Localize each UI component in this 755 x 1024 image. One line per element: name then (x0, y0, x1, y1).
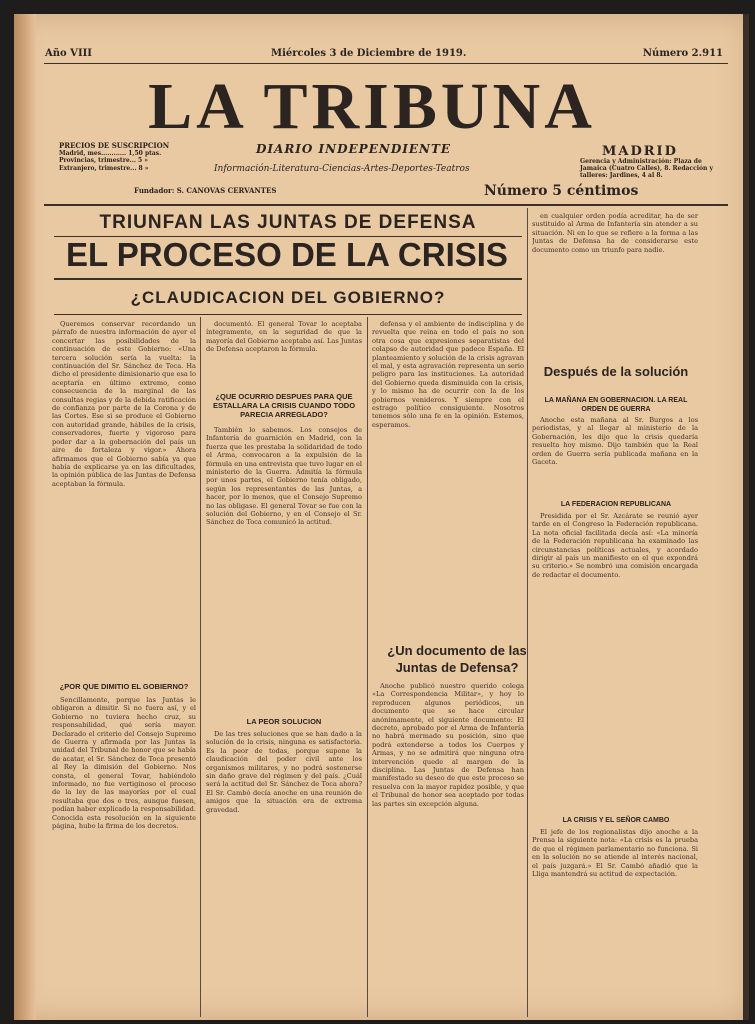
admin-address: Gerencia y Administración: Plaza de Jamaica (Cuatro Calles), 8. Redacción y talleres: Jardines, 4 al 8. (580, 158, 713, 179)
subhead-documento: ¿Un documento de las Juntas de Defensa? (387, 643, 527, 675)
subscription-prices (59, 142, 209, 172)
article-column-3 (372, 320, 524, 636)
article-text: También lo sabemos. Los consejos de Infantería de guarnición en Madrid, con la fuerza que les prestaba la solidaridad de todo el Arma, convocaron a la expulsión de la fórmula en una entrevista que tuvo lugar en el ministerio de la Guerra. Admitía la fórmula por unos partes, el Gobierno tenía obligado, según los representantes de las Juntas, a hacer, por lo menos, que el Consejo Supremo no las obligase. El general Tovar se fue con la solución del Gobierno, y en el Consejo el Sr. Sánchez de Toca comunicó la actitud. (206, 426, 362, 527)
article-text: El jefe de los regionalistas dijo anoche a la Prensa la siguiente nota: «La crisis es la prueba de que el régimen parlamentario no funciona. Si en la solución no se atiende al interés nacional, el país juzgará.» El Sr. Cambó añadió que la Lliga mantendrá su actitud de expectación. (532, 828, 698, 879)
article-column-4b (532, 416, 698, 496)
article-column-1b (52, 696, 196, 1016)
article-column-4 (532, 212, 698, 356)
article-text: Anoche esta mañana al Sr. Burgos a los periodistas, y al llegar al ministerio de la Gobernación, les dijo que la crisis quedaría resuelta hoy mismo. Dijo también que la Real orden de Guerra sería publicada mañana en la Gaceta. (532, 416, 698, 467)
main-headline: EL PROCESO DE LA CRISIS (66, 236, 508, 273)
column-rule (527, 208, 528, 1017)
header-rule (44, 204, 728, 206)
article-text: Anoche publicó nuestro querido colega «La Correspondencia Militar», y hoy lo reproducen algunos periódicos, un documento que se hace circular anónimamente, el siguiente documento: El decreto, aprobado por el Arma de Infantería no habrá mermado su posición, sino que podrá extenderse a todos los Cuerpos y Armas, y no se admitirá que ninguna otra intervención quede al margen de la disciplina. Las Juntas de Defensa han manifestado su deseo de que este proceso se resuelva con la mayor rapidez posible, y que el Tribunal de honor sea aceptado por todas las partes sin excepción alguna. (372, 682, 524, 808)
article-text: Sencillamente, porque las Juntas le obligaron a dimitir. Si no fuera así, y el Gobierno no tuviera hecho cruz, su responsabilidad, qué sería mayor. Declarado el criterio del Consejo Supremo de Guerra y afirmada por las Juntas la unidad del Tribunal de honor que se había de acatar, el Sr. Sánchez de Toca presentó al Rey la dimisión del Gobierno. Nos consta, el general Tovar, habiéndolo informado, no fue vertiginoso el proceso de la ley de las mayorías por el cual resultaba que dos o tres, aunque fuesen, podían haber explicado la responsabilidad. Conocida esta resolución en la siguiente página, hubo la firma de los decretos. (52, 696, 196, 831)
article-column-3b (372, 682, 524, 1016)
subhead-despues: Después de la solución (543, 364, 689, 379)
issue-label: Número 2.911 (642, 48, 723, 59)
column-rule (200, 317, 201, 1017)
article-column-2c (206, 730, 362, 1016)
masthead: LA TRIBUNA (148, 70, 596, 143)
deck-headline: ¿CLAUDICACION DEL GOBIERNO? (130, 288, 446, 307)
column-rule (367, 317, 368, 1017)
kicker-headline: TRIUNFAN LAS JUNTAS DE DEFENSA (99, 212, 477, 233)
top-rule (44, 63, 728, 64)
newspaper-page (14, 14, 749, 1020)
page-spine (14, 14, 36, 1020)
article-text: Queremos conservar recordando un párrafo de nuestra información de ayer el concertar las posibilidades de la continuación de este Gobierno: «Una tercera solución sería la vuelta: la continuación del Sr. Sánchez de Toca. Ha dicho el presidente dimisionario que esa lo aceptaría en último extremo, como consecuencia de la marginal de las consultas regias y de la debida ratificación de confianza por parte de la Corona y de las Cortes. Ese si se produce el Gobierno con autoridad grande, hábiles de la crisis, conservadores, fuerte y vigoroso para poder dar a la gobernación del país un aire de fortaleza y vigor.» Ahora afirmamos que el Gobierno sabía ya que había de explicarse ya en las dificultades, la opinión pública de las Juntas de Defensa aceptaban la fórmula. (52, 320, 196, 488)
article-text: Presidida por el Sr. Azcárate se reunió ayer tarde en el Congreso la Federación republicana. La nota oficial facilitada decía así: «La minoría de la Federación republicana ha examinado las circunstancias políticas actuales, y acordado dirigir al país un manifiesto en el que expondrá su criterio.» Se nombró una comisión encargada de redactar el documento. (532, 512, 698, 579)
tagline: DIARIO INDEPENDIENTE (256, 142, 452, 156)
article-text: documentó. El general Tovar lo aceptaba íntegramente, en la seguridad de que la mayoría del Gobierno aceptaba así. Las Juntas de Defensa aceptaron la fórmula. (206, 320, 362, 354)
price-line: Provincias, trimestre... 5 » (59, 157, 149, 164)
sections-line: Información-Literatura-Ciencias-Artes-Deportes-Teatros (214, 164, 470, 174)
city-label: MADRID (602, 144, 678, 159)
founder-label: Fundador: S. CANOVAS CERVANTES (134, 186, 277, 195)
date-label: Miércoles 3 de Diciembre de 1919. (271, 48, 467, 59)
article-text: en cualquier orden podía acreditar, ha de ser sustituido al Arma de Infantería sin atender a su situación. Ni en lo que se refiere a la forma a las Juntas de Defensa ha de considerarse este documento como un triunfo para nadie. (532, 212, 698, 254)
article-column-1 (52, 320, 196, 678)
price-line: Madrid, mes............ 1,50 ptas. (59, 149, 162, 157)
article-text: De las tres soluciones que se han dado a la solución de la crisis, ninguna es satisfactoria. Es la peor de todas, porque supone la claudicación del poder civil ante los organismos militares, y no podrá sostenerse sin daño grave del régimen y del país. ¿Cuál será la actitud del Sr. Sánchez de Toca ahora? El Sr. Cambó decía anoche en una reunión de amigos que la situación era de extrema gravedad. (206, 730, 362, 814)
subhead-manana: LA MAÑANA EN GOBERNACION. LA REAL ORDEN DE GUERRA (544, 397, 688, 413)
price-per-copy: Número 5 céntimos (484, 183, 639, 199)
subhead-federacion: LA FEDERACION REPUBLICANA (560, 501, 672, 508)
subhead-solucion: LA PEOR SOLUCION (246, 717, 322, 726)
article-text: defensa y el ambiente de indisciplina y de revuelta que reina en todo el país no son otra cosa que expresiones separatistas del colapso de autoridad que padece España. El planteamiento y solución de la crisis agravan el mal, y esta agravación representa un serio peligro para las instituciones. La autoridad del Gobierno queda disminuida con la crisis, y lo mismo ha de ocurrir con la de los gobiernos venideros. Y siempre con el estrago político consiguiente. Nosotros tenemos sólo una fe en la opinión. Estemos, esperamos. (372, 320, 524, 429)
prices-title: PRECIOS DE SUSCRIPCION (59, 141, 170, 150)
subhead-dimitio: ¿POR QUE DIMITIO EL GOBIERNO? (59, 682, 189, 691)
headline-rule (54, 314, 522, 315)
article-column-2b (206, 426, 362, 710)
subhead-cambo: LA CRISIS Y EL SEÑOR CAMBO (562, 817, 670, 824)
article-column-2 (206, 320, 362, 388)
year-label: Año VIII (45, 48, 92, 59)
page-edge (743, 14, 749, 1020)
headline-rule (54, 278, 522, 280)
subhead-ocurrio: ¿QUE OCURRIO DESPUES PARA QUE ESTALLARA LA CRISIS CUANDO TODO PARECIA ARREGLADO? (212, 392, 356, 419)
price-line: Extranjero, trimestre... 8 » (59, 164, 149, 172)
article-column-4c (532, 512, 698, 812)
article-column-4d (532, 828, 698, 1016)
